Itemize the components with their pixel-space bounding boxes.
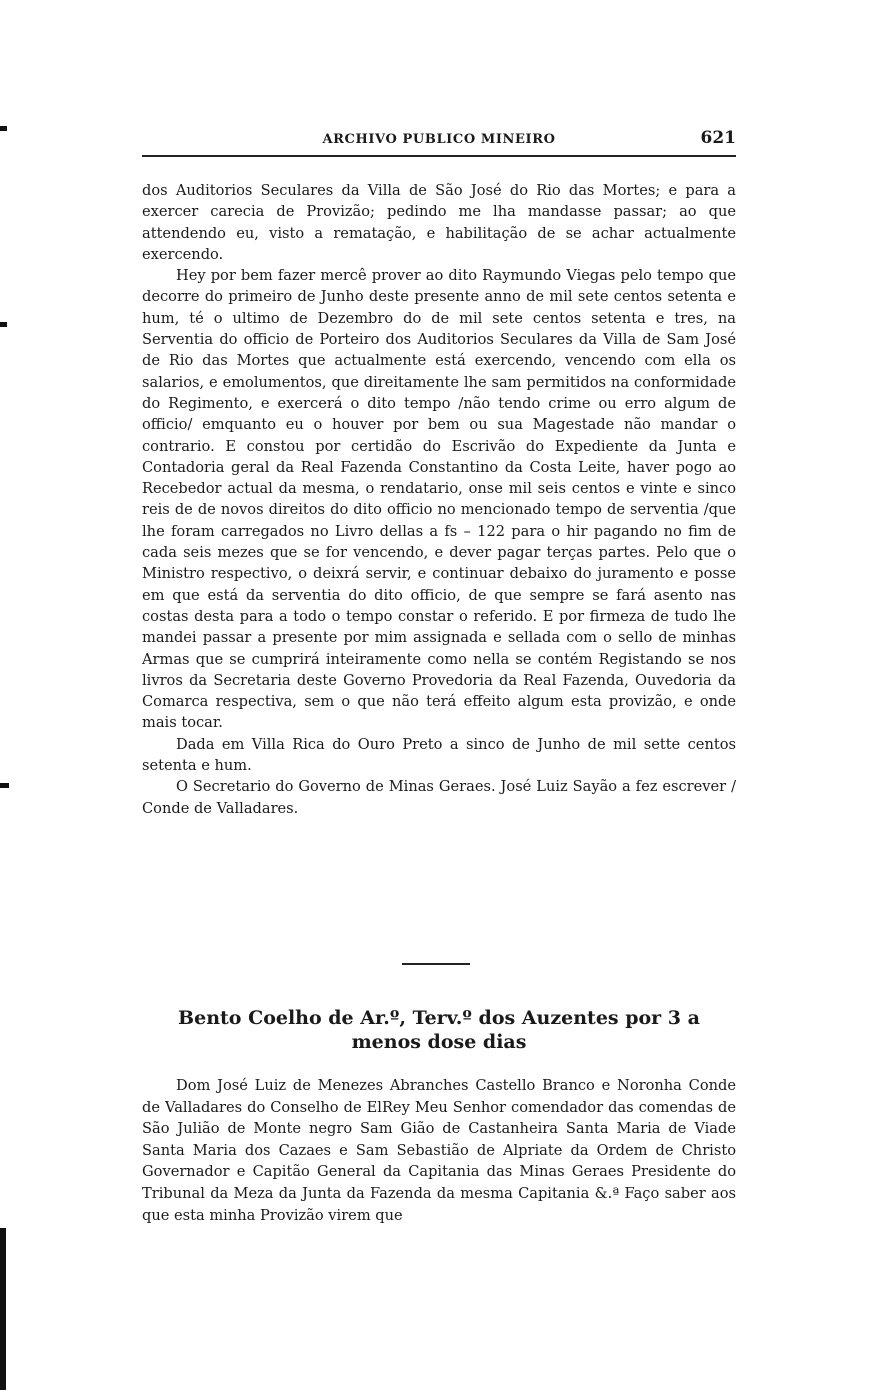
scan-mark [0, 783, 9, 788]
paragraph-section-opening: Dom José Luiz de Menezes Abranches Castello Branco e Noronha Conde de Valladares do Conselho de ElRey Meu Senhor comendador das comendas de São Julião de Monte negro Sam Gião de Castanheira Santa Maria de Viade Santa Maria dos Cazaes e Sam Sebastião de Alpriate da Ordem de Christo Governador e Capitão General da Capitania das Minas Geraes Presidente do Tribunal da Meza da Junta da Fazenda da mesma Capitania &.ª Faço saber aos que esta minha Provizão virem que [142, 1077, 736, 1224]
paragraph-signature: O Secretario do Governo de Minas Geraes. José Luiz Sayão a fez escrever / Conde de Valladares. [142, 778, 736, 817]
scan-edge [0, 1228, 6, 1390]
running-title: ARCHIVO PUBLICO MINEIRO [322, 132, 556, 147]
scan-mark [0, 126, 7, 131]
document-body [142, 180, 736, 819]
section-body [142, 1075, 736, 1226]
page-number: 621 [700, 128, 736, 148]
section-separator [402, 963, 470, 965]
scan-mark [0, 322, 7, 327]
paragraph-provision: Hey por bem fazer mercê prover ao dito Raymundo Viegas pelo tempo que decorre do primeiro de Junho deste presente anno de mil sete centos setenta e hum, té o ultimo de Dezembro do de mil sete centos setenta e tres, na Serventia do officio de Porteiro dos Auditorios Seculares da Villa de Sam José de Rio das Mortes que actualmente está exercendo, vencendo com ella os salarios, e emolumentos, que direitamente lhe sam permitidos na conformidade do Regimento, e exercerá o dito tempo /não tendo crime ou erro algum de officio/ emquanto eu o houver por bem ou sua Magestade não mandar o contrario. E constou por certidão do Escrivão do Expediente da Junta e Contadoria geral da Real Fazenda Constantino da Costa Leite, haver pogo ao Recebedor actual da mesma, o rendatario, onse mil seis centos e vinte e sinco reis de de novos direitos do dito officio no mencionado tempo de serventia /que lhe foram carregados no Livro dellas a fs – 122 para o hir pagando no fim de cada seis mezes que se for vencendo, e dever pagar terças partes. Pelo que o Ministro respectivo, o deixrá servir, e continuar debaixo do juramento e posse em que está da serventia do dito officio, de que sempre se fará asento nas costas desta para a todo o tempo constar o referido. E por firmeza de tudo lhe mandei passar a presente por mim assignada e sellada com o sello de minhas Armas que se cumprirá inteiramente como nella se contém Registando se nos livros da Secretaria deste Governo Provedoria da Real Fazenda, Ouvedoria da Comarca respectiva, sem o que não terá effeito algum esta provizão, e onde mais tocar. [142, 267, 736, 732]
running-header [142, 128, 736, 154]
section-heading: Bento Coelho de Ar.º, Terv.º dos Auzentes por 3 a menos dose dias [178, 1007, 700, 1053]
paragraph-date: Dada em Villa Rica do Ouro Preto a sinco de Junho de mil sette centos setenta e hum. [142, 735, 736, 775]
paragraph-continuation: dos Auditorios Seculares da Villa de São José do Rio das Mortes; e para a exercer carecia de Provizão; pedindo me lha mandasse passar; ao que attendendo eu, visto a rematação, e habilitação de se achar actualmente exercendo. [142, 182, 736, 263]
header-rule [142, 155, 736, 157]
